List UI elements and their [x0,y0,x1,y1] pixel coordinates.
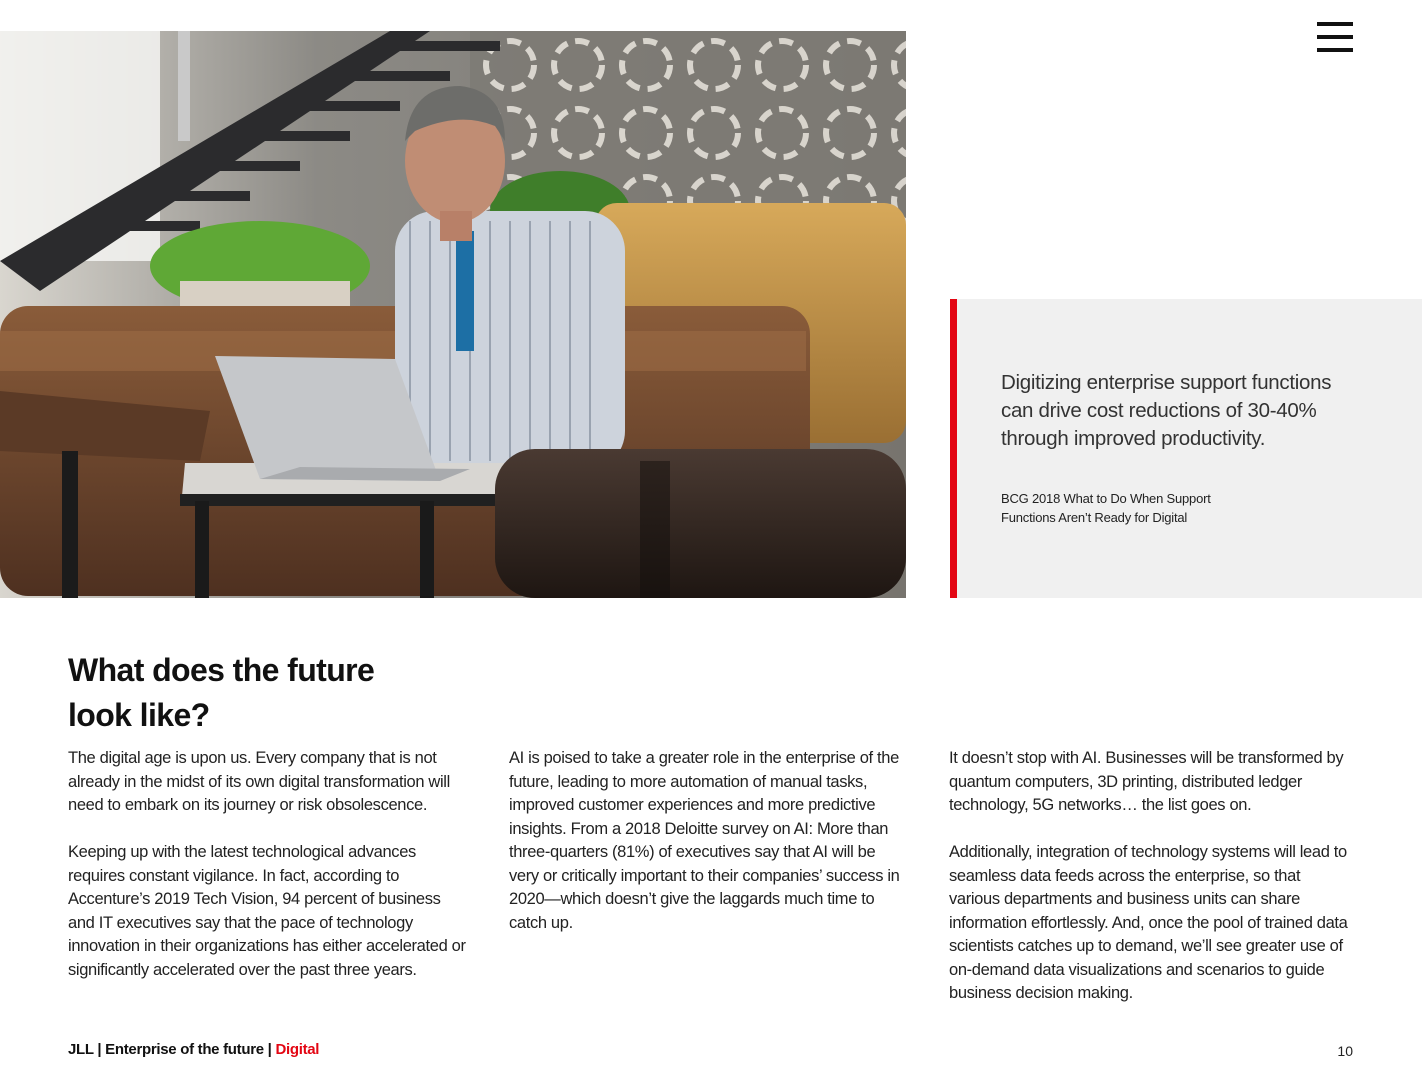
text-column-3 [949,747,1349,1029]
menu-line [1317,48,1353,52]
callout-source-citation: BCG 2018 What to Do When Support Functions Aren’t Ready for Digital [1001,491,1211,525]
menu-line [1317,22,1353,26]
paragraph: Keeping up with the latest technological advances requires constant vigilance. In fact, according to Accenture’s 2019 Tech Vision, 94 percent of business and IT executives say that the pace of technology innovation in their organizations has either accelerated or significantly accelerated over the past three years. [68,843,466,979]
menu-line [1317,35,1353,39]
callout-accent-bar [950,299,957,598]
hamburger-menu-icon[interactable] [1316,21,1354,55]
text-column-1 [68,747,468,1006]
paragraph: Additionally, integration of technology systems will lead to seamless data feeds across the enterprise, so that various departments and business units can share information effortlessly. And, once the pool of trained data scientists catches up to demand, we’ll see greater use of on-demand data visualizations and scenarios to guide business decision making. [949,843,1348,1002]
office-photo-illustration [0,31,906,598]
paragraph: The digital age is upon us. Every company that is not already in the midst of its own digital transformation will need to embark on its journey or risk obsolescence. [68,749,450,814]
text-column-2 [509,747,909,959]
footer-brand: JLL [68,1041,94,1058]
footer-section: Digital [275,1041,320,1058]
paragraph: AI is poised to take a greater role in the enterprise of the future, leading to more automation of manual tasks, improved customer experiences and more predictive insights. From a 2018 Deloitte survey on AI: More than three-quarters (81%) of executives say that AI will be very or critically important to their companies’ success in 2020—which doesn’t give the laggards much time to catch up. [509,749,900,932]
page-number: 10 [1337,1043,1353,1059]
section-heading: What does the future look like? [68,652,375,733]
footer-title: Enterprise of the future [105,1041,264,1058]
footer-separator: | [93,1041,106,1058]
quote-callout [950,299,1422,598]
hero-photo [0,31,906,598]
footer-separator: | [263,1041,276,1058]
paragraph: It doesn’t stop with AI. Businesses will be transformed by quantum computers, 3D printing, distributed ledger technology, 5G networks… the list goes on. [949,749,1344,814]
footer-breadcrumb [68,1041,319,1058]
callout-quote-text: Digitizing enterprise support functions can drive cost reductions of 30-40% through improved productivity. [1001,371,1332,450]
